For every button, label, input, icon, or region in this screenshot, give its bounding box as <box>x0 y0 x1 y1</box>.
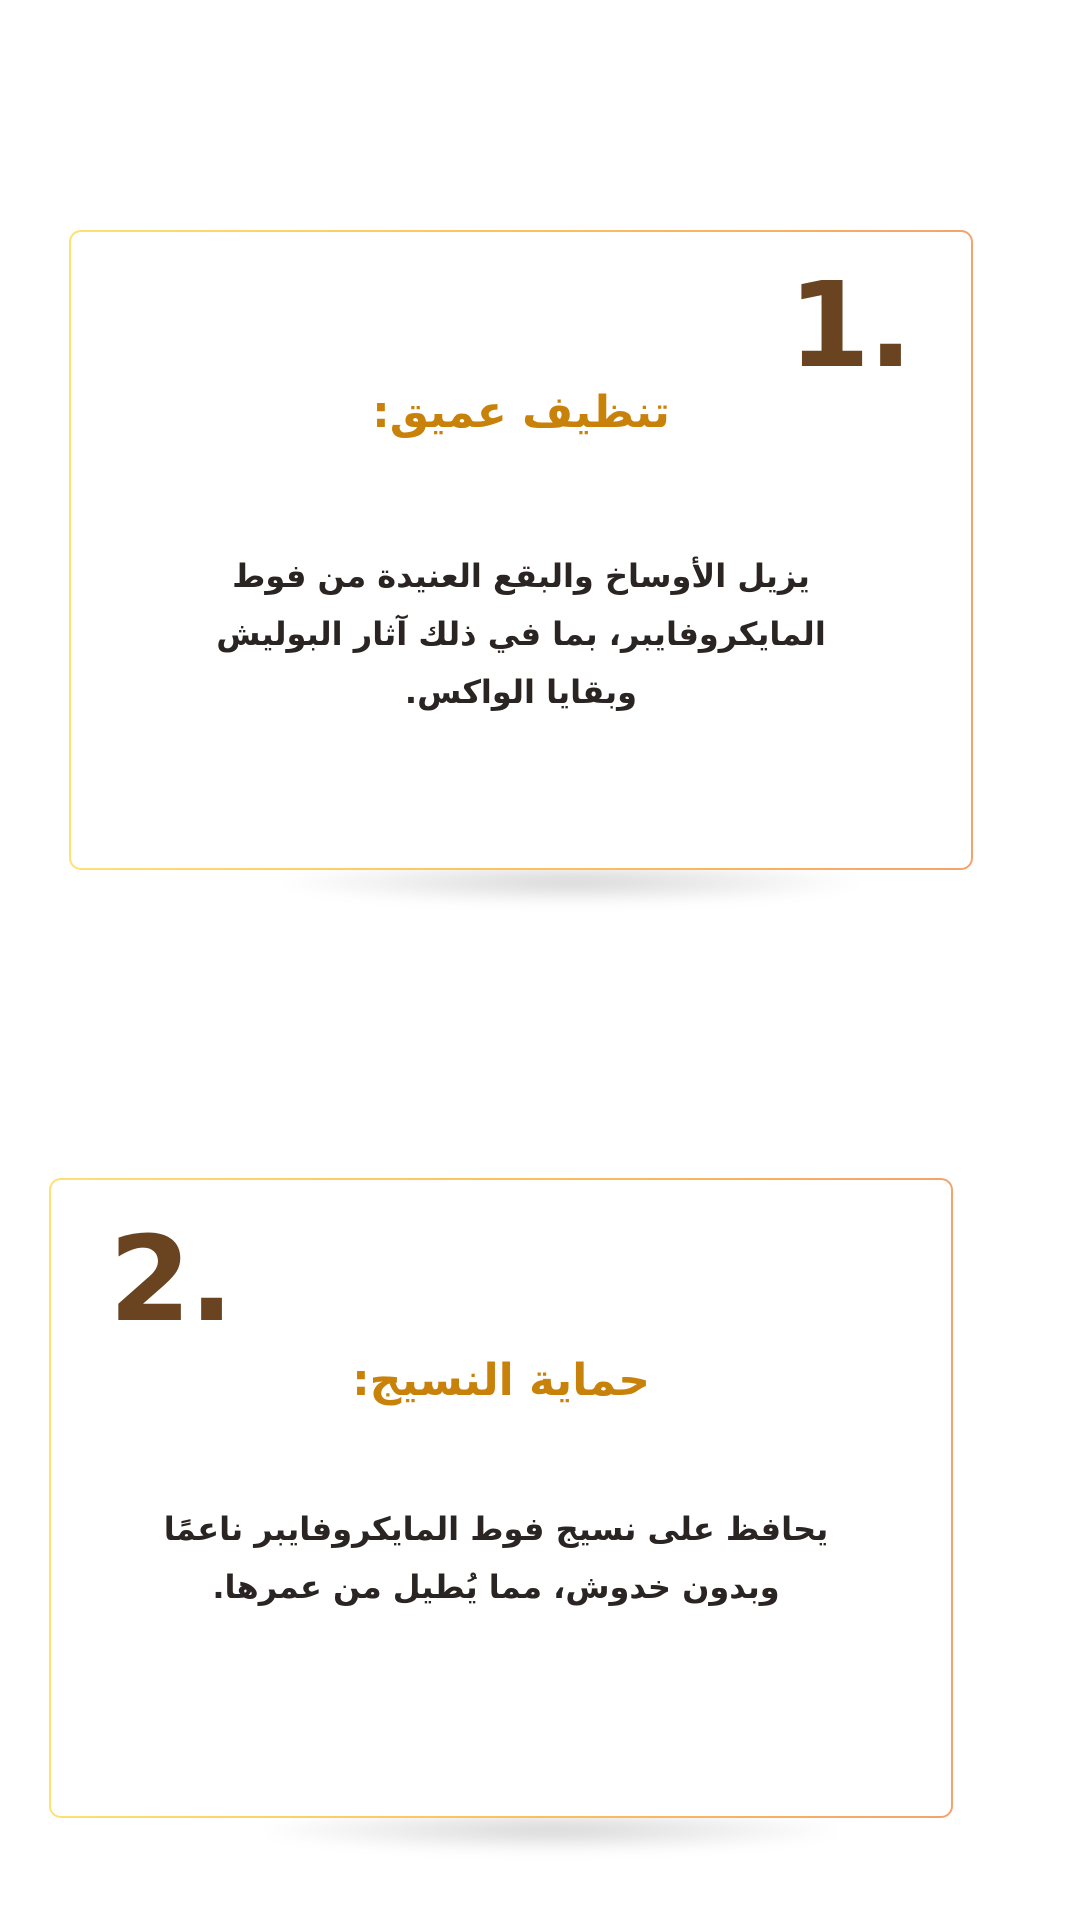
card-border <box>49 1178 953 1818</box>
card-title: حماية النسيج: <box>352 1355 650 1406</box>
card-title: تنظيف عميق: <box>372 387 670 438</box>
card-content <box>71 232 971 868</box>
card-border <box>69 230 973 870</box>
card-content <box>51 1180 951 1816</box>
feature-card-1 <box>69 230 973 870</box>
feature-card-2 <box>49 1178 953 1818</box>
card-number: 2. <box>109 1210 232 1348</box>
card-number: 1. <box>788 256 911 394</box>
card-description: يزيل الأوساخ والبقع العنيدة من فوط المايكروفايبر، بما في ذلك آثار البوليش وبقايا الواكس. <box>216 557 826 711</box>
card-description: يحافظ على نسيج فوط المايكروفايبر ناعمًا وبدون خدوش، مما يُطيل من عمرها. <box>163 1510 829 1606</box>
